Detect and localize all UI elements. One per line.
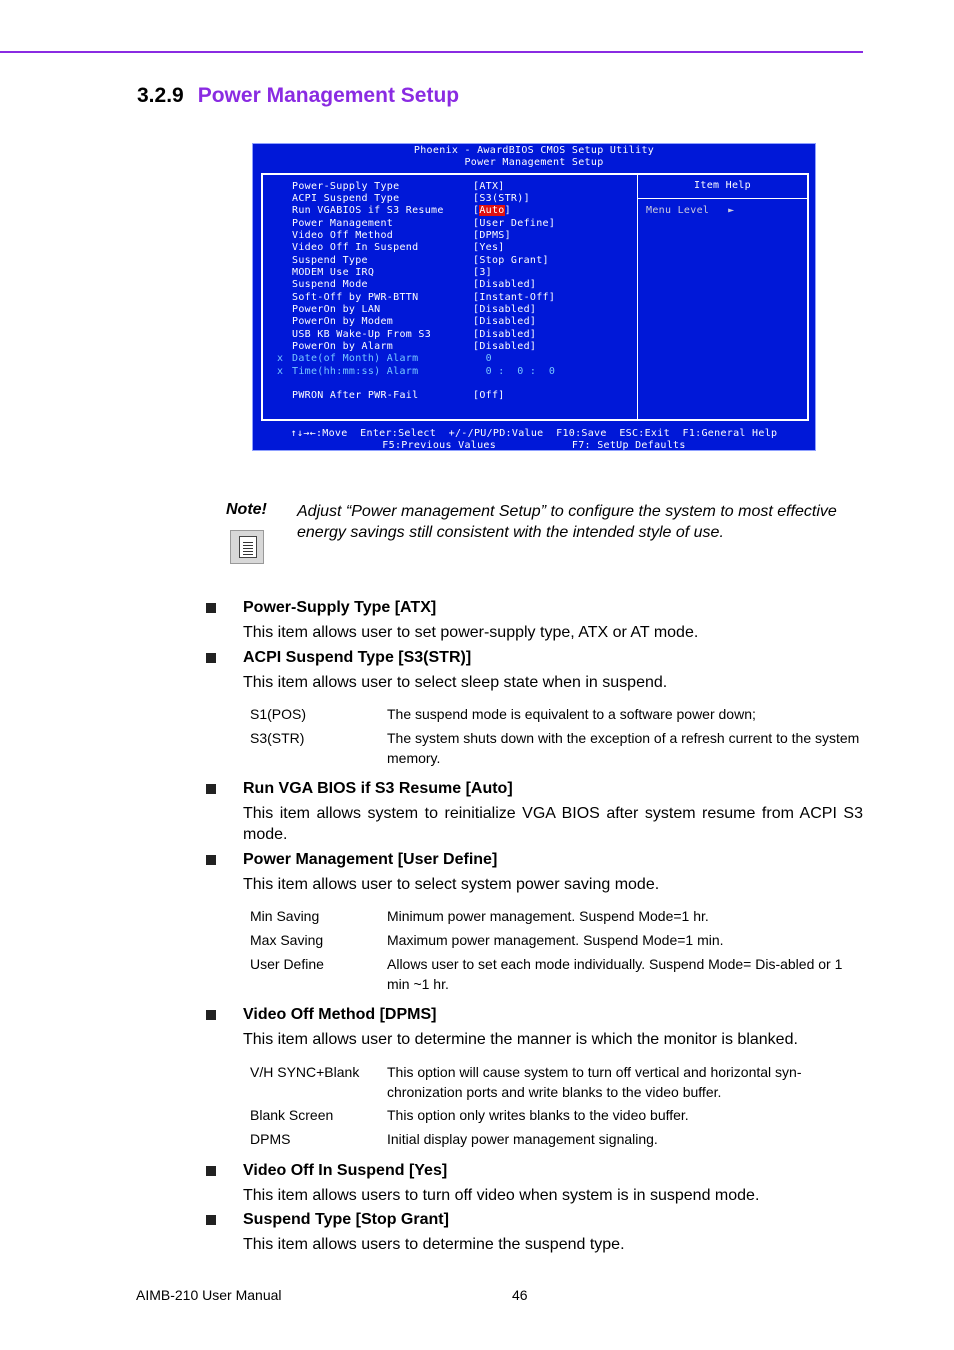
bios-title-line1: Phoenix - AwardBIOS CMOS Setup Utility [413,145,655,156]
section-heading [137,84,459,108]
option-name: DPMS [250,1131,291,1147]
item-description: This item allows users to turn off video when system is in suspend mode. [243,1187,760,1204]
bios-menu-level: Menu Level ► [646,205,735,216]
item-description: This item allows user to select sleep state when in suspend. [243,674,668,691]
section-title: Power Management Setup [197,84,460,107]
item-title: Power-Supply Type [ATX] [243,599,437,616]
item-title: Video Off Method [DPMS] [243,1006,437,1023]
item-description: This item allows user to select system power saving mode. [243,876,660,893]
bios-footer-line2: F5:Previous Values F7: SetUp Defaults [382,440,686,451]
bios-item-help-header: Item Help [638,175,807,199]
item-description: This item allows system to reinitialize VGA BIOS after system resume from ACPI S3 mode. [243,805,863,843]
item-description: This item allows user to set power-supply type, ATX or AT mode. [243,624,699,641]
bios-divider [637,175,638,419]
note-label: Note! [226,501,267,518]
note-document-icon [230,530,264,564]
bullet-icon [206,1010,216,1020]
option-name: S1(POS) [250,706,307,722]
bios-title-line2: Power Management Setup [464,157,604,168]
bios-key-legend [253,428,815,452]
bullet-icon [206,1166,216,1176]
option-description: Initial display power management signaling. [387,1131,658,1147]
item-title: ACPI Suspend Type [S3(STR)] [243,649,472,666]
option-name: S3(STR) [250,730,305,746]
bios-screenshot [252,143,816,451]
bios-footer-line1: ↑↓→←:Move Enter:Select +/-/PU/PD:Value F10:Save ESC:Exit F1:General Help [290,428,778,439]
option-name: Blank Screen [250,1107,334,1123]
option-name: Min Saving [250,908,320,924]
item-description: This item allows user to determine the manner is which the monitor is blanked. [243,1031,798,1048]
option-description: The suspend mode is equivalent to a software power down; [387,706,756,722]
option-description: Allows user to set each mode individually. Suspend Mode= Dis-abled or 1 min ~1 hr. [387,956,843,992]
option-description: Minimum power management. Suspend Mode=1 hr. [387,908,709,924]
footer-manual-name: AIMB-210 User Manual [136,1287,282,1303]
item-title: Power Management [User Define] [243,851,498,868]
option-description: This option will cause system to turn off vertical and horizontal syn-chronization ports and write blanks to the video buffer. [387,1064,802,1100]
option-description: This option only writes blanks to the video buffer. [387,1107,689,1123]
item-title: Run VGA BIOS if S3 Resume [Auto] [243,780,513,797]
item-title: Video Off In Suspend [Yes] [243,1162,448,1179]
bullet-icon [206,653,216,663]
bullet-icon [206,784,216,794]
item-title: Suspend Type [Stop Grant] [243,1211,449,1228]
footer-page-number: 46 [512,1287,528,1303]
bios-settings-frame: Item Help Menu Level ► Power-Supply Type [ATX] ACPI Suspend Type [S3(STR)] Run VGABIOS if S3 Resume [Auto] Power Management [User Define] Video Off Method [DPMS] Video Off In Suspend [Yes] Suspend Type [Stop Grant] MODEM Use IRQ [3] Suspend Mode [Disabled] Soft-Off by PWR-BTTN [Instant-Off] PowerOn by LAN [Disabled] PowerOn by Modem [Disabled] USB KB Wake-Up From S3 [Disabled] PowerOn by Alarm [Disabled] x Date(of Month) Alarm 0 x Time(hh:mm:ss) Alarm 0 : 0 : 0 PWRON After PWR-Fail [Off] [261,173,809,421]
option-description: Maximum power management. Suspend Mode=1 min. [387,932,724,948]
option-name: Max Saving [250,932,324,948]
bios-selected-value: Auto [479,205,505,216]
top-rule [0,51,863,53]
bullet-icon [206,603,216,613]
bios-title [253,145,815,169]
option-name: User Define [250,956,324,972]
section-number: 3.2.9 [137,84,184,107]
option-name: V/H SYNC+Blank [250,1064,360,1080]
bullet-icon [206,855,216,865]
bullet-icon [206,1215,216,1225]
option-description: The system shuts down with the exception of a refresh current to the system memory. [387,730,860,766]
note-text: Adjust “Power management Setup” to configure the system to most effective energy savings still consistent with the intended style of use. [297,503,837,541]
item-description: This item allows users to determine the suspend type. [243,1236,625,1253]
